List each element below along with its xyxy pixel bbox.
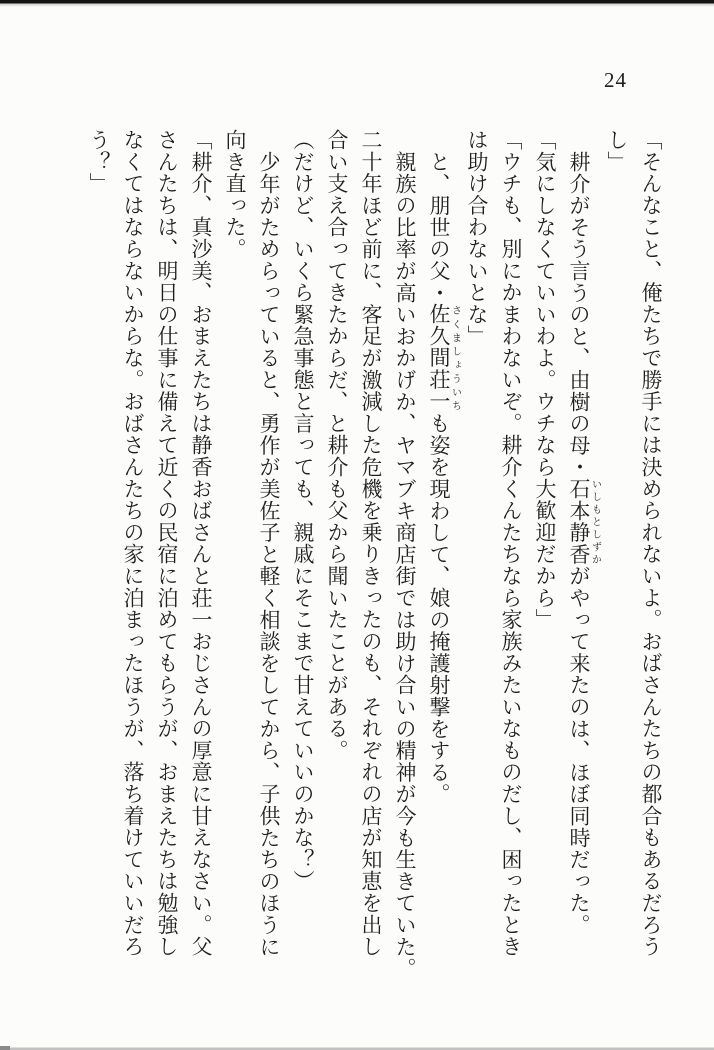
text-line: は助け合わないとな」 — [465, 129, 489, 347]
text-line: 合い支え合ってきたからだ、と耕介も父から聞いたことがある。 — [325, 129, 349, 762]
body-text — [82, 129, 668, 980]
ruby-annotated-name: 佐久間荘一さくましょういち — [427, 303, 461, 413]
text-line: なくてはならないからな。おばさんたちの家に泊まったほうが、落ち着けていいだろ — [121, 129, 145, 958]
text-line: 「そんなこと、俺たちで勝手には決められないよ。おばさんたちの都合もあるだろう — [639, 129, 663, 958]
text-line: 少年がためらっていると、勇作が美佐子と軽く相談をしてから、子供たちのほうに — [257, 150, 281, 958]
text-line: し」 — [605, 129, 629, 173]
text-line: （だけど、いくら緊急事態と言っても、親戚にそこまで甘えていいのかな？） — [291, 129, 315, 892]
text-line: 「耕介、真沙美、おまえたちは静香おばさんと荘一おじさんの厚意に甘えなさい。父 — [189, 129, 213, 958]
ruby-annotated-name: 石本静香いしもとしずか — [567, 477, 601, 565]
scan-corner-mark — [0, 1046, 10, 1050]
text-line: 「気にしなくていいわよ。ウチなら大歓迎だから」 — [533, 129, 557, 631]
page-number: 24 — [604, 68, 627, 92]
text-line: 耕介がそう言うのと、由樹の母・石本静香いしもとしずかがやって来たのは、ほぼ同時だった。 — [567, 150, 601, 936]
text-line: さんたちは、明日の仕事に備えて近くの民宿に泊めてもらうが、おまえたちは勉強し — [155, 129, 179, 958]
text-line: 向き直った。 — [223, 129, 247, 260]
scan-top-edge — [0, 0, 714, 7]
text-line: う？」 — [87, 129, 111, 195]
text-line: 「ウチも、別にかまわないぞ。耕介くんたちなら家族みたいなものだし、困ったとき — [499, 129, 523, 958]
text-line: と、朋世の父・佐久間荘一さくましょういちも姿を現わして、娘の掩護射撃をする。 — [427, 150, 461, 805]
text-line: 親族の比率が高いおかげか、ヤマブキ商店街では助け合いの精神が今も生きていた。 — [393, 150, 417, 980]
text-line: 二十年ほど前に、客足が激減した危機を乗りきったのも、それぞれの店が知恵を出し — [359, 129, 383, 958]
